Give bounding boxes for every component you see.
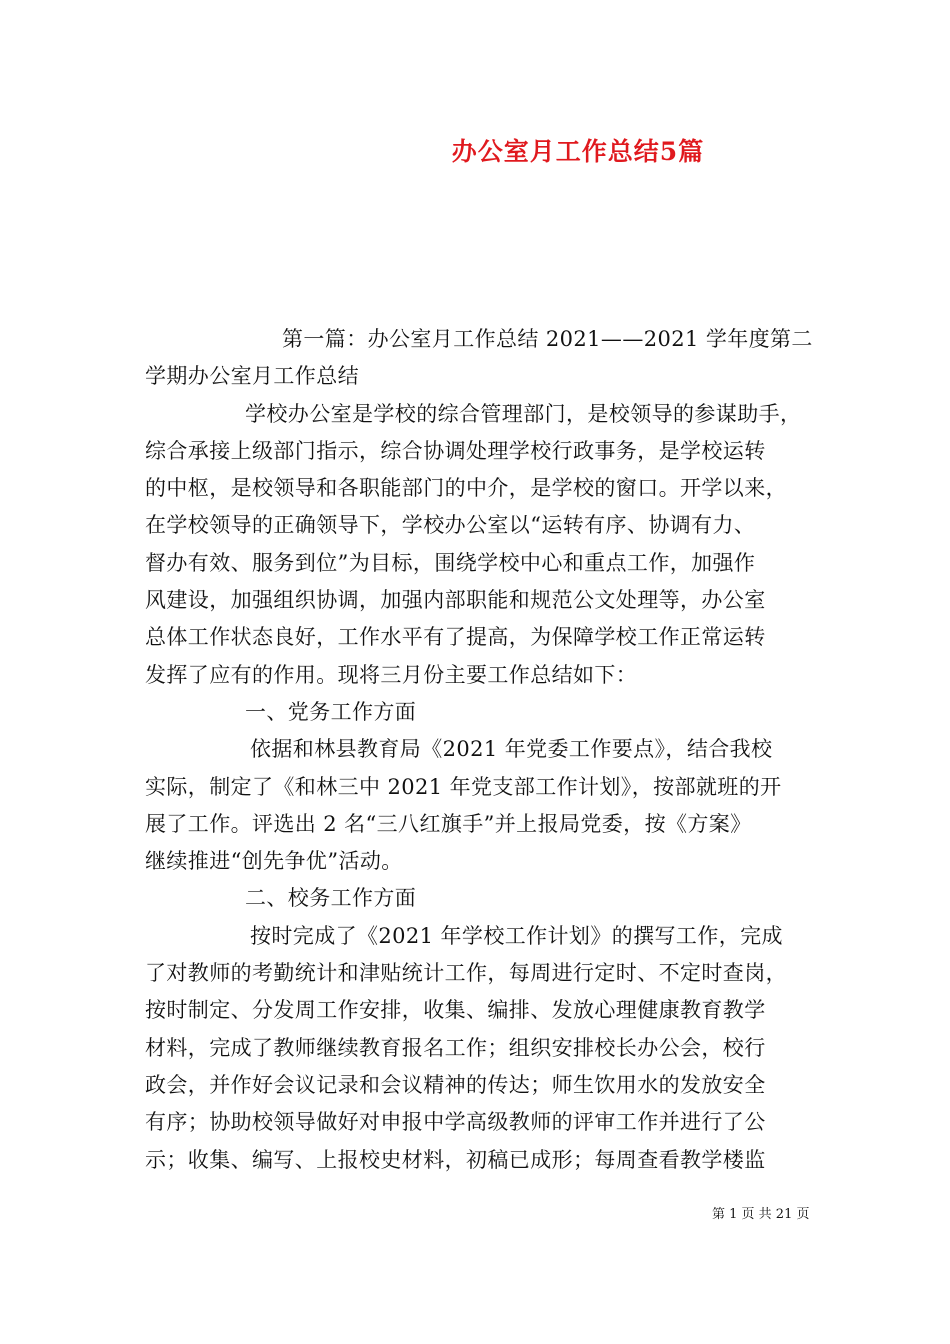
text-line: 有序；协助校领导做好对申报中学高级教师的评审工作并进行了公 bbox=[145, 1110, 766, 1135]
text-line: 展了工作。评选出 2 名“三八红旗手”并上报局党委，按《方案》 bbox=[145, 811, 752, 836]
text-line: 按时制定、分发周工作安排，收集、编排、发放心理健康教育教学 bbox=[145, 998, 766, 1023]
text-line: 政会，并作好会议记录和会议精神的传达；师生饮用水的发放安全 bbox=[145, 1072, 766, 1097]
text-line: 实际，制定了《和林三中 2021 年党支部工作计划》，按部就班的开 bbox=[145, 774, 782, 799]
text-line: 督办有效、服务到位”为目标，围绕学校中心和重点工作，加强作 bbox=[145, 550, 756, 575]
page-number: 第 1 页 共 21 页 bbox=[712, 1207, 810, 1222]
document-body bbox=[145, 321, 813, 1179]
text-line: 发挥了应有的作用。现将三月份主要工作总结如下： bbox=[145, 662, 638, 687]
text-line: 按时完成了《2021 年学校工作计划》的撰写工作，完成 bbox=[250, 923, 783, 948]
text-line: 示；收集、编写、上报校史材料，初稿已成形；每周查看教学楼监 bbox=[145, 1147, 766, 1172]
text-line: 继续推进“创先争优”活动。 bbox=[145, 849, 403, 874]
text-line: 依据和林县教育局《2021 年党委工作要点》，结合我校 bbox=[250, 737, 773, 762]
text-line: 总体工作状态良好，工作水平有了提高，为保障学校工作正常运转 bbox=[145, 625, 766, 650]
text-line: 在学校领导的正确领导下，学校办公室以“运转有序、协调有力、 bbox=[145, 513, 756, 538]
text-line: 了对教师的考勤统计和津贴统计工作，每周进行定时、不定时查岗， bbox=[145, 961, 787, 986]
text-line: 风建设，加强组织协调，加强内部职能和规范公文处理等，办公室 bbox=[145, 588, 766, 613]
text-line: 学校办公室是学校的综合管理部门，是校领导的参谋助手， bbox=[245, 401, 802, 426]
text-line: 的中枢，是校领导和各职能部门的中介，是学校的窗口。开学以来， bbox=[145, 476, 787, 501]
section-heading: 一、党务工作方面 bbox=[245, 699, 417, 724]
text-line: 学期办公室月工作总结 bbox=[145, 364, 359, 389]
document-title: 办公室月工作总结5篇 bbox=[451, 137, 705, 166]
text-line: 材料，完成了教师继续教育报名工作；组织安排校长办公会，校行 bbox=[145, 1035, 766, 1060]
text-line: 第一篇：办公室月工作总结 2021——2021 学年度第二 bbox=[282, 327, 813, 351]
section-heading: 二、校务工作方面 bbox=[245, 886, 417, 911]
text-line: 综合承接上级部门指示，综合协调处理学校行政事务，是学校运转 bbox=[145, 438, 766, 463]
